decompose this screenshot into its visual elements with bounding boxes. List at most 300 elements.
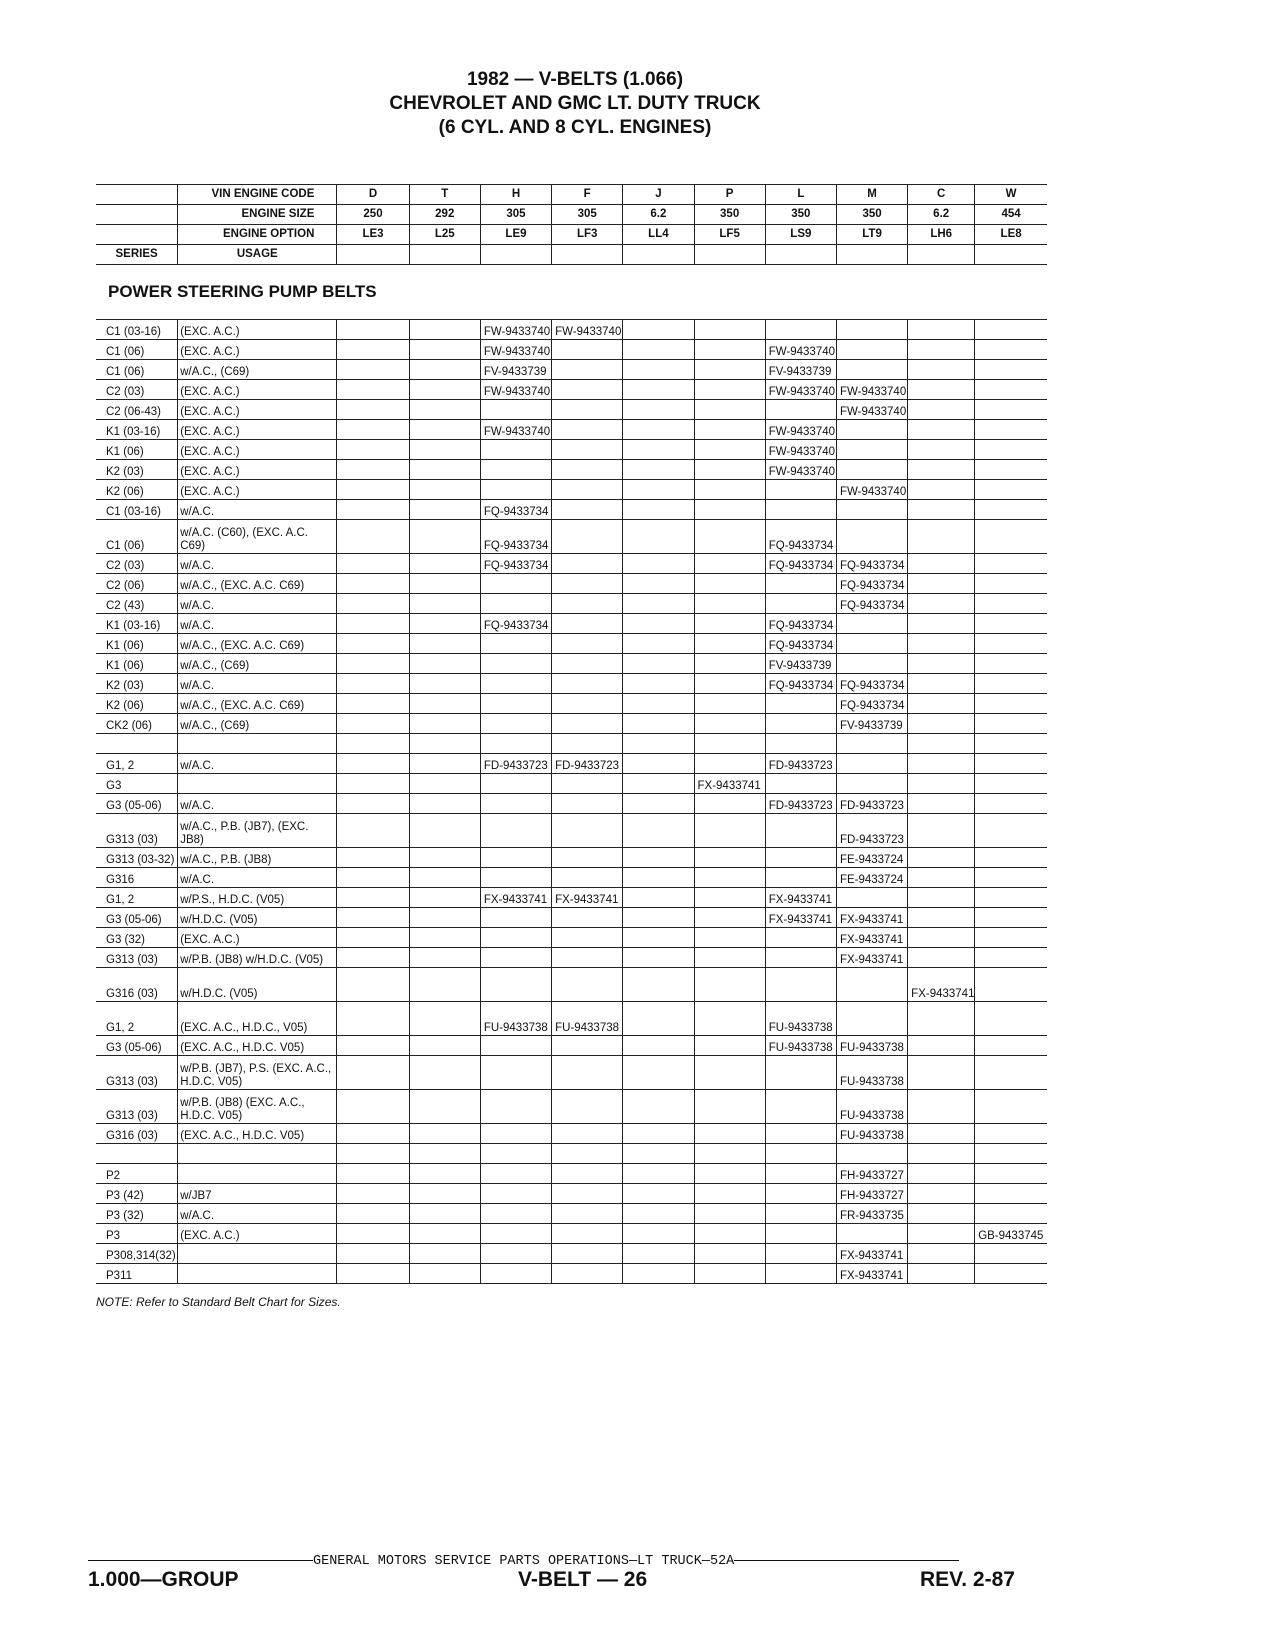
part-number-cell [552,928,623,948]
usage-cell [178,1264,337,1284]
page-subtitle-engines: (6 CYL. AND 8 CYL. ENGINES) [438,117,712,138]
part-number-cell [623,1124,694,1144]
part-number-cell [337,794,409,814]
part-number-cell [765,1184,836,1204]
part-number-cell [480,734,551,754]
section-title: POWER STEERING PUMP BELTS [108,282,377,301]
part-number-cell [765,694,836,714]
part-number-cell [552,1244,623,1264]
part-number-cell [836,500,907,520]
part-number-cell: FQ-9433734 [836,674,907,694]
table-row [96,1204,1047,1224]
part-number-cell [552,554,623,574]
part-number-cell [908,574,975,594]
part-number-cell [409,1184,480,1204]
power-steering-belt-table [96,319,1047,1284]
part-number-cell [975,774,1047,794]
part-number-cell [975,734,1047,754]
part-number-cell: FX-9433741 [552,888,623,908]
part-number-cell [694,1144,765,1164]
part-number-cell: FW-9433740 [765,380,836,400]
part-number-cell [409,1264,480,1284]
part-number-cell [337,908,409,928]
engine-option-label: ENGINE OPTION [178,225,337,245]
vin-code-cell: M [836,185,907,205]
series-cell: G1, 2 [106,760,135,772]
part-number-cell [337,1244,409,1264]
engine-option-cell: L25 [409,225,480,245]
vin-code-cell: D [337,185,409,205]
part-number-cell [765,968,836,1002]
table-row [96,734,1047,754]
series-cell: G3 (32) [106,934,145,946]
footer-page-number: V-BELT — 26 [518,1568,648,1591]
vin-code-cell: W [975,185,1047,205]
engine-option-cell: LL4 [623,225,694,245]
part-number-cell [975,948,1047,968]
part-number-cell [908,1204,975,1224]
part-number-cell [337,1264,409,1284]
series-cell: G316 (03) [106,1130,158,1142]
series-cell: G313 (03) [106,954,158,966]
vin-code-cell: H [480,185,551,205]
part-number-cell [409,794,480,814]
engine-option-cell: LS9 [765,225,836,245]
part-number-cell [975,1002,1047,1036]
part-number-cell [765,868,836,888]
series-cell: P308,314(32) [106,1250,176,1262]
part-number-cell: FD-9433723 [765,794,836,814]
part-number-cell [552,1204,623,1224]
usage-cell [178,1244,337,1264]
table-row [96,1244,1047,1264]
part-number-cell [337,574,409,594]
part-number-cell [337,968,409,1002]
table-row [96,1124,1047,1144]
table-row [96,480,1047,500]
part-number-cell [836,320,907,340]
part-number-cell [337,868,409,888]
part-number-cell [765,480,836,500]
part-number-cell [694,520,765,554]
part-number-cell [975,480,1047,500]
series-cell: K1 (03-16) [106,426,161,438]
part-number-cell [480,1164,551,1184]
engine-option-cell: LE3 [337,225,409,245]
part-number-cell [409,574,480,594]
usage-cell: (EXC. A.C.) [178,340,337,360]
part-number-cell [975,694,1047,714]
engine-option-cell: LF3 [552,225,623,245]
part-number-cell [975,320,1047,340]
part-number-cell: FR-9433735 [836,1204,907,1224]
part-number-cell [337,320,409,340]
part-number-cell [765,1124,836,1144]
part-number-cell [975,1090,1047,1124]
part-number-cell [409,968,480,1002]
part-number-cell [975,754,1047,774]
usage-cell: w/A.C. [178,594,337,614]
part-number-cell: FD-9433723 [836,814,907,848]
engine-size-cell: 350 [765,205,836,225]
engine-option-cell: LF5 [694,225,765,245]
part-number-cell: FX-9433741 [694,774,765,794]
part-number-cell [623,754,694,774]
part-number-cell [409,1056,480,1090]
part-number-cell [623,1184,694,1204]
part-number-cell: FW-9433740 [552,320,623,340]
part-number-cell [908,340,975,360]
part-number-cell [765,928,836,948]
table-row [96,774,1047,794]
part-number-cell [409,1124,480,1144]
engine-size-row [96,205,1047,225]
part-number-cell [694,574,765,594]
part-number-cell [409,1144,480,1164]
part-number-cell [908,1184,975,1204]
part-number-cell [337,1124,409,1144]
part-number-cell [975,1124,1047,1144]
part-number-cell [975,814,1047,848]
usage-cell: (EXC. A.C., H.D.C. V05) [178,1124,337,1144]
part-number-cell [480,814,551,848]
usage-cell: w/P.B. (JB7), P.S. (EXC. A.C., H.D.C. V05) [178,1056,337,1090]
part-number-cell: FX-9433741 [836,908,907,928]
engine-size-cell: 350 [836,205,907,225]
part-number-cell [480,908,551,928]
part-number-cell [337,594,409,614]
part-number-cell [623,400,694,420]
part-number-cell [975,614,1047,634]
part-number-cell [409,594,480,614]
footer-operations-line [88,1554,959,1569]
part-number-cell [765,814,836,848]
usage-cell: w/A.C. (C60), (EXC. A.C. C69) [178,520,337,554]
part-number-cell: FW-9433740 [480,340,551,360]
part-number-cell [694,460,765,480]
usage-cell: (EXC. A.C.) [178,400,337,420]
part-number-cell: FV-9433739 [836,714,907,734]
part-number-cell [908,1036,975,1056]
part-number-cell [480,1144,551,1164]
part-number-cell [908,1164,975,1184]
part-number-cell [908,634,975,654]
part-number-cell [908,794,975,814]
usage-cell: w/A.C. [178,674,337,694]
part-number-cell [337,420,409,440]
usage-cell: w/A.C. [178,794,337,814]
table-row [96,440,1047,460]
engine-size-cell: 305 [480,205,551,225]
table-row [96,1056,1047,1090]
part-number-cell [975,420,1047,440]
part-number-cell [694,908,765,928]
part-number-cell [908,814,975,848]
part-number-cell [908,1144,975,1164]
part-number-cell: FQ-9433734 [480,614,551,634]
part-number-cell [694,814,765,848]
table-row [96,948,1047,968]
part-number-cell [623,440,694,460]
part-number-cell [694,594,765,614]
part-number-cell [552,694,623,714]
part-number-cell [409,554,480,574]
series-cell: P3 (32) [106,1210,144,1222]
footer-rule-right [734,1560,959,1561]
part-number-cell [480,968,551,1002]
part-number-cell [552,460,623,480]
series-cell: G316 (03) [106,988,158,1000]
series-cell: P2 [106,1170,121,1182]
usage-cell [178,1164,337,1184]
usage-cell [178,774,337,794]
part-number-cell [623,674,694,694]
part-number-cell: FU-9433738 [765,1002,836,1036]
part-number-cell [623,380,694,400]
table-row [96,1264,1047,1284]
part-number-cell [765,500,836,520]
series-cell: G1, 2 [106,894,135,906]
series-cell: K1 (06) [106,640,144,652]
part-number-cell [623,714,694,734]
series-cell: C2 (43) [106,600,145,612]
part-number-cell [337,440,409,460]
usage-cell: w/P.B. (JB8) w/H.D.C. (V05) [178,948,337,968]
part-number-cell [975,360,1047,380]
blank-cell [552,245,623,265]
table-row [96,500,1047,520]
part-number-cell [975,1056,1047,1090]
part-number-cell: FQ-9433734 [765,554,836,574]
table-row [96,420,1047,440]
part-number-cell [694,794,765,814]
table-row [96,1224,1047,1244]
usage-cell: w/A.C., (EXC. A.C. C69) [178,694,337,714]
part-number-cell [975,868,1047,888]
part-number-cell [337,654,409,674]
engine-size-cell: 292 [409,205,480,225]
part-number-cell [480,480,551,500]
part-number-cell [409,320,480,340]
series-cell: C2 (06-43) [106,406,161,418]
part-number-cell [480,948,551,968]
part-number-cell [765,1204,836,1224]
part-number-cell [975,1164,1047,1184]
table-row [96,1184,1047,1204]
part-number-cell [480,1204,551,1224]
part-number-cell [694,1124,765,1144]
part-number-cell [694,320,765,340]
part-number-cell [836,360,907,380]
part-number-cell [337,888,409,908]
table-row [96,888,1047,908]
usage-cell: (EXC. A.C.) [178,480,337,500]
series-cell: K2 (06) [106,486,144,498]
series-cell: K2 (03) [106,680,144,692]
series-cell: CK2 (06) [106,720,153,732]
part-number-cell: FU-9433738 [836,1124,907,1144]
part-number-cell [552,520,623,554]
part-number-cell [552,948,623,968]
part-number-cell: FE-9433724 [836,848,907,868]
engine-size-label: ENGINE SIZE [178,205,337,225]
footer-revision: REV. 2-87 [920,1568,1015,1591]
table-row [96,1164,1047,1184]
series-cell: P3 (42) [106,1190,144,1202]
part-number-cell [765,1264,836,1284]
part-number-cell [908,1244,975,1264]
part-number-cell [337,1056,409,1090]
part-number-cell [409,948,480,968]
table-row [96,968,1047,1002]
part-number-cell [694,754,765,774]
footer-operations: GENERAL MOTORS SERVICE PARTS OPERATIONS—LT TRUCK—52A [313,1554,735,1569]
part-number-cell [975,460,1047,480]
series-cell [96,734,178,754]
table-row [96,574,1047,594]
part-number-cell [694,1090,765,1124]
part-number-cell [409,1224,480,1244]
part-number-cell [409,674,480,694]
part-number-cell [694,360,765,380]
part-number-cell [975,1244,1047,1264]
usage-cell: w/A.C., P.B. (JB7), (EXC. JB8) [178,814,337,848]
part-number-cell: FQ-9433734 [765,614,836,634]
series-cell: G313 (03) [106,1076,158,1088]
series-cell: K1 (03-16) [106,620,161,632]
usage-cell [178,1144,337,1164]
part-number-cell [480,1224,551,1244]
part-number-cell [694,634,765,654]
footnote: NOTE: Refer to Standard Belt Chart for Sizes. [96,1295,341,1309]
usage-cell: w/A.C., (C69) [178,654,337,674]
engine-size-cell: 305 [552,205,623,225]
series-usage-row [96,245,1047,265]
part-number-cell [480,674,551,694]
part-number-cell [337,520,409,554]
part-number-cell: FD-9433723 [765,754,836,774]
part-number-cell [552,440,623,460]
part-number-cell: FW-9433740 [765,420,836,440]
part-number-cell: FX-9433741 [836,1244,907,1264]
part-number-cell [552,614,623,634]
part-number-cell [765,1224,836,1244]
part-number-cell [694,500,765,520]
table-row [96,1144,1047,1164]
part-number-cell [409,654,480,674]
series-cell: C1 (03-16) [106,326,161,338]
part-number-cell [836,440,907,460]
part-number-cell [337,948,409,968]
part-number-cell: FU-9433738 [836,1090,907,1124]
table-row [96,754,1047,774]
part-number-cell [409,380,480,400]
part-number-cell [694,400,765,420]
engine-option-cell: LT9 [836,225,907,245]
part-number-cell: FU-9433738 [552,1002,623,1036]
part-number-cell [694,554,765,574]
engine-option-cell: LH6 [908,225,975,245]
part-number-cell [908,948,975,968]
part-number-cell [623,848,694,868]
part-number-cell [765,948,836,968]
part-number-cell [908,1056,975,1090]
part-number-cell [552,1264,623,1284]
part-number-cell [975,888,1047,908]
part-number-cell [836,734,907,754]
part-number-cell [694,420,765,440]
part-number-cell: FQ-9433734 [836,574,907,594]
part-number-cell [409,1002,480,1036]
part-number-cell [908,868,975,888]
part-number-cell [908,754,975,774]
blank-cell [975,245,1047,265]
series-cell: G3 (05-06) [106,800,162,812]
part-number-cell [337,674,409,694]
engine-size-cell: 6.2 [908,205,975,225]
part-number-cell [694,1056,765,1090]
part-number-cell: FU-9433738 [836,1056,907,1090]
part-number-cell: FX-9433741 [836,1264,907,1284]
vin-code-cell: F [552,185,623,205]
engine-header-table [96,184,1047,265]
part-number-cell [765,848,836,868]
part-number-cell [552,654,623,674]
part-number-cell: FX-9433741 [765,888,836,908]
part-number-cell [623,1204,694,1224]
part-number-cell [409,634,480,654]
part-number-cell [623,1036,694,1056]
usage-cell: w/H.D.C. (V05) [178,908,337,928]
table-row [96,848,1047,868]
part-number-cell [409,694,480,714]
usage-cell: (EXC. A.C.) [178,380,337,400]
part-number-cell [908,420,975,440]
part-number-cell [694,968,765,1002]
part-number-cell [908,928,975,948]
usage-header: USAGE [178,245,337,265]
usage-cell: w/A.C., (EXC. A.C. C69) [178,634,337,654]
part-number-cell [623,868,694,888]
vin-code-cell: P [694,185,765,205]
part-number-cell: FX-9433741 [836,948,907,968]
part-number-cell [975,1264,1047,1284]
part-number-cell [836,888,907,908]
part-number-cell [975,654,1047,674]
table-row [96,1002,1047,1036]
usage-cell: w/A.C. [178,614,337,634]
part-number-cell [694,848,765,868]
part-number-cell [908,734,975,754]
part-number-cell [975,928,1047,948]
part-number-cell [409,420,480,440]
vin-code-cell: C [908,185,975,205]
table-row [96,794,1047,814]
table-row [96,908,1047,928]
usage-cell: (EXC. A.C.) [178,420,337,440]
part-number-cell [480,1244,551,1264]
part-number-cell [337,1090,409,1124]
part-number-cell: FQ-9433734 [836,554,907,574]
part-number-cell [409,480,480,500]
part-number-cell [908,1002,975,1036]
part-number-cell [765,1244,836,1264]
part-number-cell: FH-9433727 [836,1184,907,1204]
part-number-cell [975,440,1047,460]
part-number-cell [337,734,409,754]
usage-cell: (EXC. A.C.) [178,1224,337,1244]
part-number-cell [623,888,694,908]
